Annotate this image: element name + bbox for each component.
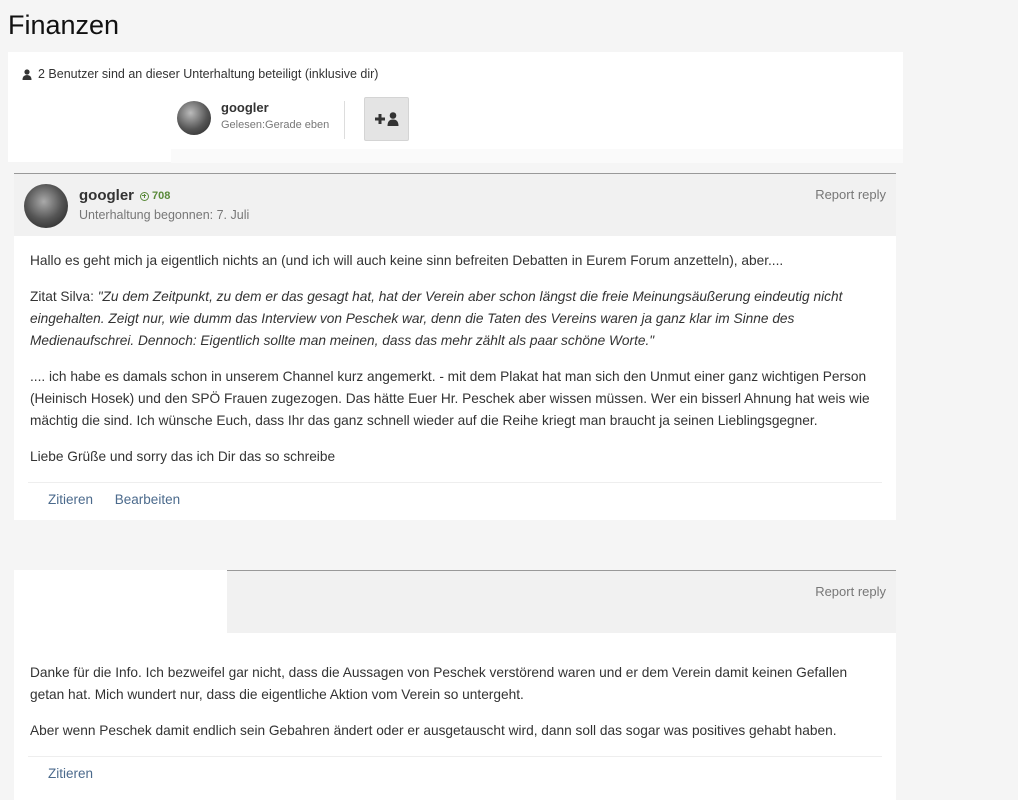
post-header [227,570,896,633]
quote-button[interactable]: Zitieren [48,492,94,507]
plus-user-icon [374,111,400,127]
participants-summary [22,67,378,81]
participants-panel [8,52,903,162]
post-content [14,648,896,742]
post-quote [30,286,880,352]
participants-summary-text: 2 Benutzer sind an dieser Unterhaltung beteiligt (inklusive dir) [38,67,379,81]
post-paragraph: Hallo es geht mich ja eigentlich nichts an (und ich will auch keine sinn befreiten Debatten in Eurem Forum anzetteln), aber.... [30,253,784,268]
page-title: Finanzen [8,10,120,40]
reputation-count: 708 [152,190,171,202]
post [14,173,896,520]
divider [344,101,345,139]
post-content [14,236,896,468]
post-actions [28,756,882,794]
quote-text: "Zu dem Zeitpunkt, zu dem er das gesagt hat, hat der Verein aber schon längst die freie Meinungsäußerung eindeutig nicht eingehalten. Zeigt nur, wie dumm das Interview von Peschek war, denn die Taten des Vereins waren ja ganz klar im Sinne des Medienaufschrei. Dennoch: Eigentlich sollte man meinen, dass das mehr zählt als paar schöne Worte." [30,289,843,348]
post-actions [28,482,882,520]
report-reply-link[interactable]: Report reply [815,584,886,599]
quote-prefix: Zitat Silva: [30,289,98,304]
post-header [14,173,896,236]
user-icon [22,69,32,80]
conversation-started: Unterhaltung begonnen: 7. Juli [79,208,250,222]
post-paragraph: .... ich habe es damals schon in unserem Channel kurz angemerkt. - mit dem Plakat hat man sich den Unmut einer ganz wichtigen Person (Heinisch Hosek) und den SPÖ Frauen zugezogen. Das hätte Euer Hr. Peschek aber wissen müssen. Wer ein bisserl Ahnung hat weis wie mächtig die sind. Ich wünsche Euch, dass Ihr das ganz schnell wieder auf die Reihe kriegt man braucht ja seinen Lieblingsgegner. [30,369,870,428]
edit-button[interactable]: Bearbeiten [114,492,181,507]
plus-circle-icon [140,192,149,201]
post-paragraph: Liebe Grüße und sorry das ich Dir das so schreibe [30,449,336,464]
reputation-badge [140,190,170,202]
participant-strip [171,149,903,163]
post-paragraph: Aber wenn Peschek damit endlich sein Gebahren ändert oder er ausgetauscht wird, dann soll das sogar was positives gehabt haben. [30,723,837,738]
avatar[interactable] [24,184,68,228]
avatar[interactable] [177,101,211,135]
participant-card [171,97,903,149]
report-reply-link[interactable]: Report reply [815,187,886,202]
post-paragraph: Danke für die Info. Ich bezweifel gar nicht, dass die Aussagen von Peschek verstörend waren und er dem Verein damit keinen Gefallen getan hat. Mich wundert nur, dass die eigentliche Aktion vom Verein so untergeht. [30,665,848,702]
add-participant-button[interactable] [364,97,409,141]
participant-read-status: Gelesen:Gerade eben [221,119,330,131]
quote-button[interactable]: Zitieren [48,766,94,781]
author-name[interactable]: googler [79,187,134,204]
participant-name[interactable]: googler [221,100,269,115]
post [14,570,896,800]
